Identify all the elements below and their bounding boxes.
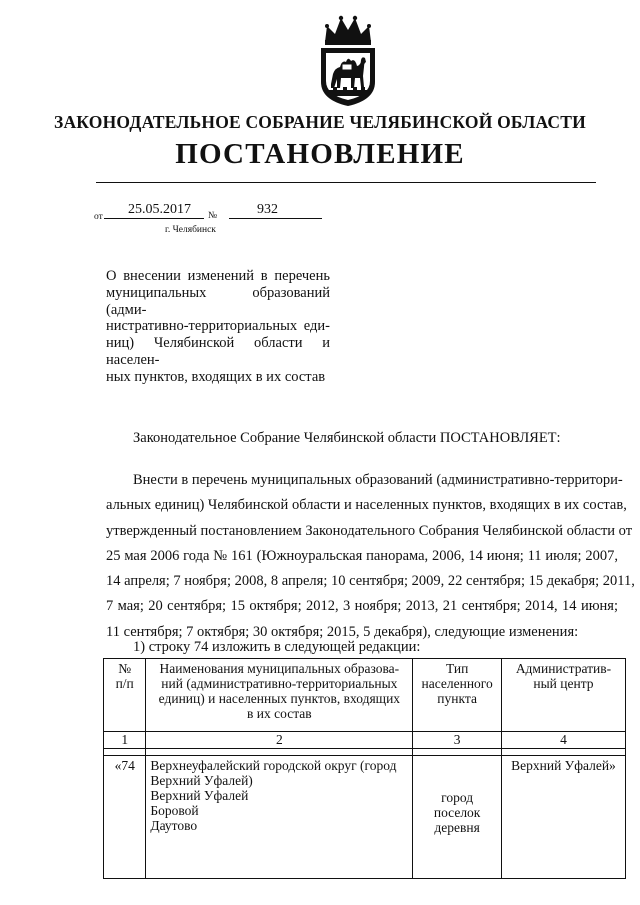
table-separator (104, 749, 626, 756)
subject-line: ниц) Челябинской области и населен- (106, 335, 330, 368)
city: г. Челябинск (165, 225, 216, 235)
header-line: единиц) и населенных пунктов, входящих (158, 691, 401, 706)
header-type (413, 659, 502, 732)
header-line: Административ- (515, 661, 612, 676)
row-admin-center: Верхний Уфалей» (501, 756, 625, 879)
subject-line: нистративно-территориальных еди- (106, 318, 330, 335)
header-line: п/п (115, 676, 134, 691)
header-line: Тип (445, 661, 469, 676)
subject-line: муниципальных образований (адми- (106, 284, 330, 318)
table-row (104, 756, 626, 879)
type-line: поселок (433, 805, 481, 820)
body-line: утвержденный постановлением Законодательного Собрания Челябинской области от (106, 522, 633, 539)
column-number: 1 (104, 732, 146, 749)
resolution-body (106, 468, 635, 645)
column-number: 2 (146, 732, 413, 749)
name-line: Даутово (150, 818, 198, 833)
body-line: альных единиц) Челябинской области и населенных пунктов, входящих в их состав, (106, 497, 627, 514)
column-number: 4 (501, 732, 625, 749)
subject-line: О внесении изменений в перечень (106, 268, 330, 284)
number-prefix: № (208, 211, 218, 221)
header-number (104, 659, 146, 732)
table-number-row (104, 732, 626, 749)
header-line: в их состав (247, 706, 312, 721)
body-line: Внести в перечень муниципальных образований (административно-территори- (133, 472, 623, 488)
column-number: 3 (413, 732, 502, 749)
row-names (146, 756, 413, 879)
name-line: Верхний Уфалей (150, 788, 249, 803)
header-admin-center (501, 659, 625, 732)
document-title: ПОСТАНОВЛЕНИЕ (175, 138, 465, 170)
header-line: № (118, 661, 132, 676)
number-line (229, 218, 322, 219)
body-line: 14 апреля; 7 ноября; 2008, 8 апреля; 10 сентября; 2009, 22 сентября; 15 декабря; 2011, (106, 573, 635, 590)
item-1: 1) строку 74 изложить в следующей редакции: (133, 639, 421, 655)
body-line: 7 мая; 20 сентября; 15 октября; 2012, 3 ноября; 2013, 21 сентября; 2014, 14 июня; (106, 598, 618, 615)
header-line: ний (административно-территориальных (161, 676, 398, 691)
name-line: Верхний Уфалей) (150, 773, 253, 788)
amendment-table (103, 658, 626, 879)
date-line (104, 218, 204, 219)
body-line: 11 сентября; 7 октября; 30 октября; 2015, 5 декабря), следующие изменения: (106, 623, 579, 640)
type-line: город (441, 790, 474, 805)
resolution-intro: Законодательное Собрание Челябинской области ПОСТАНОВЛЯЕТ: (133, 430, 561, 446)
header-names (146, 659, 413, 732)
document-number: 932 (257, 202, 278, 217)
header-line: пункта (437, 691, 477, 706)
table-header-row (104, 659, 626, 732)
row-types (413, 756, 502, 879)
document-subject (106, 268, 330, 386)
name-line: Верхнеуфалейский городской округ (город (150, 758, 397, 773)
row-number: «74 (104, 756, 146, 879)
date-prefix: от (94, 212, 103, 222)
subject-line: ных пунктов, входящих в их состав (106, 368, 326, 385)
organization-name: ЗАКОНОДАТЕЛЬНОЕ СОБРАНИЕ ЧЕЛЯБИНСКОЙ ОБЛАСТИ (54, 112, 586, 132)
header-line: ный центр (533, 676, 594, 691)
body-line: 25 мая 2006 года № 161 (Южноуральская панорама, 2006, 14 июня; 11 июля; 2007, (106, 547, 618, 564)
type-line: деревня (434, 820, 480, 835)
header-line: населенного (421, 676, 493, 691)
name-line: Боровой (150, 803, 199, 818)
title-underline (96, 182, 596, 183)
header-line: Наименования муниципальных образова- (159, 661, 400, 676)
document-date: 25.05.2017 (128, 202, 191, 217)
coat-of-arms-icon (313, 12, 383, 108)
